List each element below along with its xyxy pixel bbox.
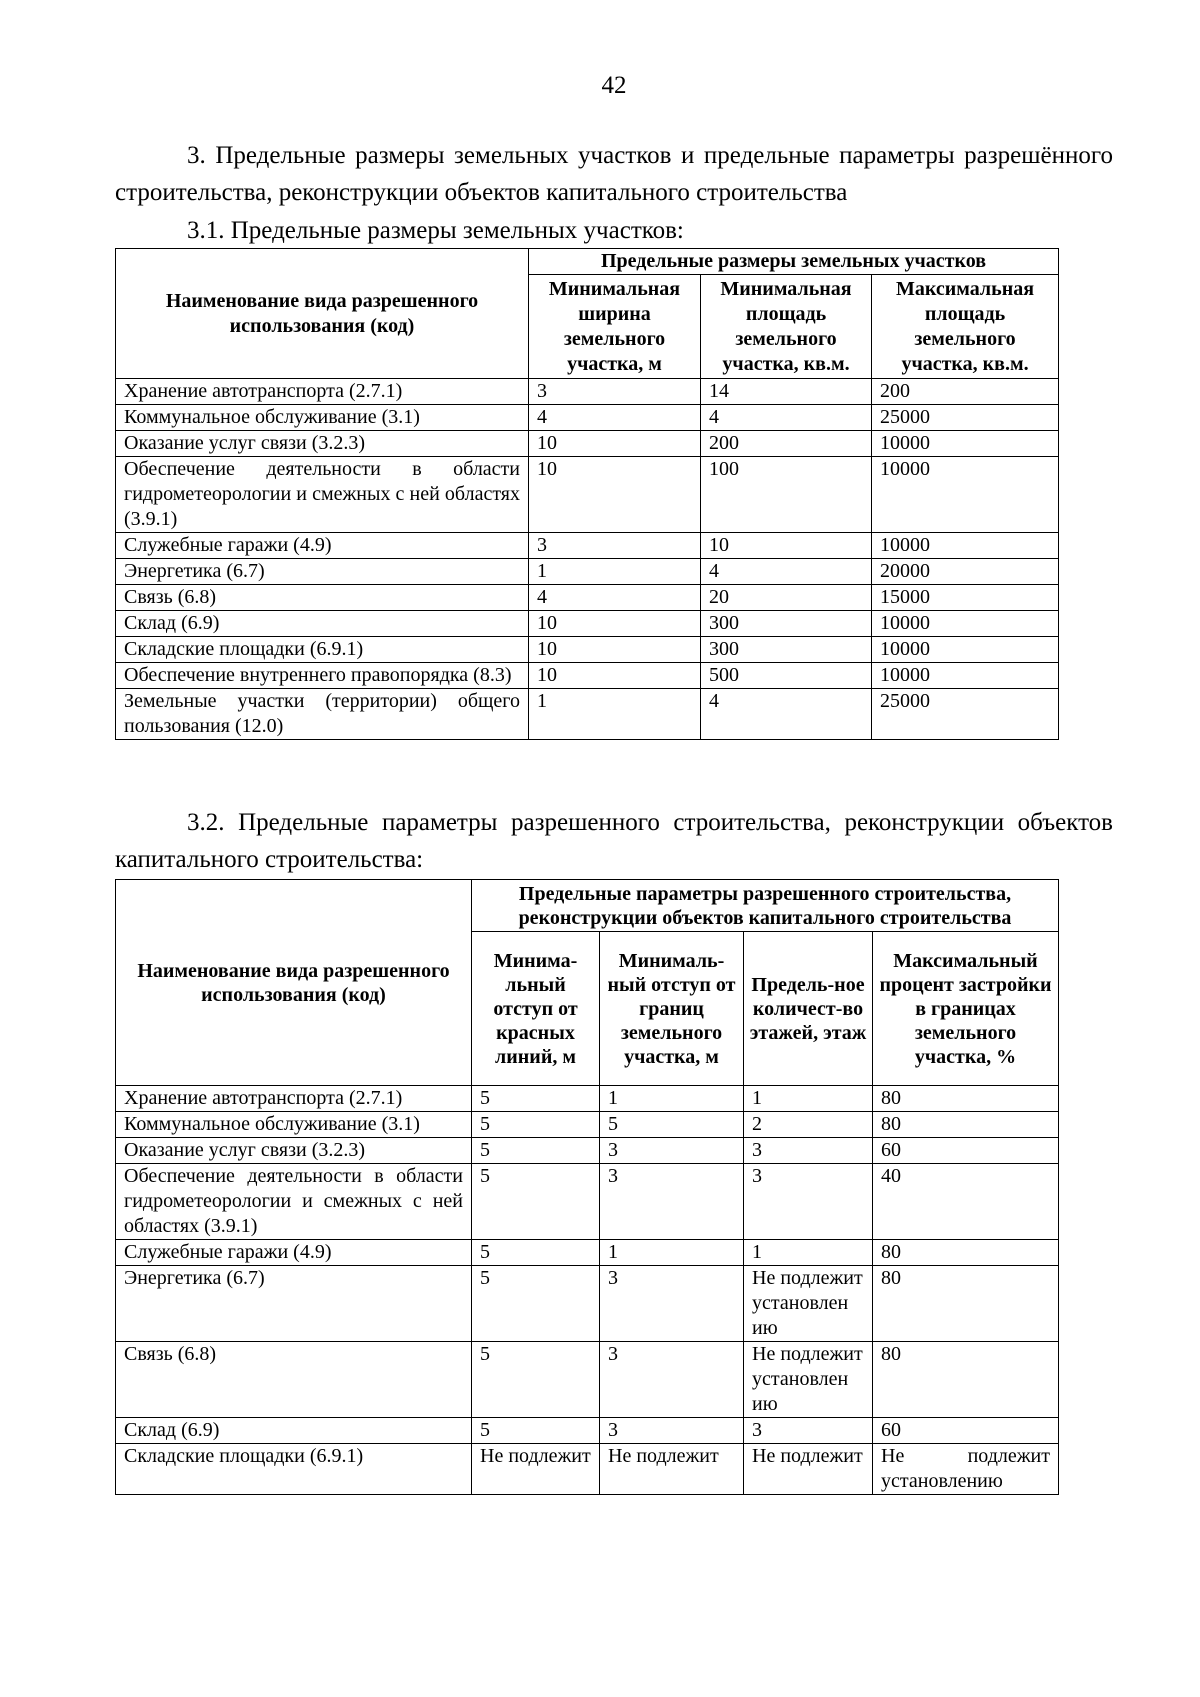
row-name: Складские площадки (6.9.1) [116, 637, 529, 663]
table1-header-min-width: Минимальная ширина земельного участка, м [529, 275, 701, 379]
table2-name-header: Наименование вида разрешенного использования (код) [116, 880, 472, 1086]
page-number: 42 [601, 72, 627, 99]
row-name: Оказание услуг связи (3.2.3) [116, 1138, 472, 1164]
row-value: 10 [529, 457, 701, 533]
row-value: 15000 [872, 585, 1059, 611]
table2-header-red-line-setback: Минима-льный отступ от красных линий, м [472, 932, 600, 1086]
row-value: 10000 [872, 637, 1059, 663]
row-value: 10 [529, 611, 701, 637]
row-value: 4 [701, 689, 872, 740]
table-row [116, 689, 1059, 740]
row-name: Склад (6.9) [116, 611, 529, 637]
row-name: Энергетика (6.7) [116, 559, 529, 585]
row-value: 3 [744, 1418, 873, 1444]
table-row [116, 1266, 1059, 1342]
row-value: 10000 [872, 663, 1059, 689]
section-3-1-heading: 3.1. Предельные размеры земельных участков: [187, 217, 684, 244]
table-row [116, 1240, 1059, 1266]
table1-header-max-area: Максимальная площадь земельного участка, кв.м. [872, 275, 1059, 379]
row-name: Земельные участки (территории) общего пользования (12.0) [116, 689, 529, 740]
row-value: 200 [701, 431, 872, 457]
row-value: 5 [472, 1240, 600, 1266]
row-value: 20 [701, 585, 872, 611]
row-value: 5 [472, 1342, 600, 1418]
row-value: 3 [744, 1138, 873, 1164]
row-name: Связь (6.8) [116, 585, 529, 611]
row-value: 80 [873, 1342, 1059, 1418]
row-name: Коммунальное обслуживание (3.1) [116, 405, 529, 431]
table-row [116, 637, 1059, 663]
row-value: 3 [529, 533, 701, 559]
row-value: 3 [529, 379, 701, 405]
row-name: Служебные гаражи (4.9) [116, 533, 529, 559]
row-value: 4 [701, 405, 872, 431]
row-value: 3 [600, 1164, 744, 1240]
table-row [116, 611, 1059, 637]
row-value: 10000 [872, 431, 1059, 457]
land-plot-size-table [115, 248, 1059, 740]
row-value: 4 [701, 559, 872, 585]
table-row [116, 663, 1059, 689]
row-value: 5 [472, 1164, 600, 1240]
row-name: Связь (6.8) [116, 1342, 472, 1418]
row-value: 3 [600, 1418, 744, 1444]
table2-header-max-coverage: Максимальный процент застройки в границах земельного участка, % [873, 932, 1059, 1086]
row-name: Служебные гаражи (4.9) [116, 1240, 472, 1266]
table-row [116, 457, 1059, 533]
row-value: 300 [701, 637, 872, 663]
table-row [116, 1086, 1059, 1112]
row-value: 80 [873, 1086, 1059, 1112]
table-row [116, 1444, 1059, 1495]
row-value: 5 [472, 1086, 600, 1112]
table-row [116, 1138, 1059, 1164]
row-value: 5 [600, 1112, 744, 1138]
row-value: 4 [529, 405, 701, 431]
table1-header-min-area: Минимальная площадь земельного участка, кв.м. [701, 275, 872, 379]
row-name: Хранение автотранспорта (2.7.1) [116, 379, 529, 405]
row-value: 80 [873, 1240, 1059, 1266]
row-value: 5 [472, 1266, 600, 1342]
row-name: Оказание услуг связи (3.2.3) [116, 431, 529, 457]
row-value: 5 [472, 1138, 600, 1164]
row-value: 10 [529, 431, 701, 457]
table-row [116, 533, 1059, 559]
row-value: 10 [529, 637, 701, 663]
row-value: 1 [744, 1240, 873, 1266]
row-value: 14 [701, 379, 872, 405]
row-name: Склад (6.9) [116, 1418, 472, 1444]
table-row [116, 1342, 1059, 1418]
section-3-2-heading: 3.2. Предельные параметры разрешенного строительства, реконструкции объектов капитального строительства: [115, 809, 1113, 873]
table2-header-boundary-setback: Минималь-ный отступ от границ земельного участка, м [600, 932, 744, 1086]
row-value: 10 [701, 533, 872, 559]
table-row [116, 1164, 1059, 1240]
row-value: 100 [701, 457, 872, 533]
row-value: Не подлежит [472, 1444, 600, 1495]
row-value: 20000 [872, 559, 1059, 585]
row-value: 10000 [872, 611, 1059, 637]
row-value: 25000 [872, 405, 1059, 431]
row-name: Коммунальное обслуживание (3.1) [116, 1112, 472, 1138]
row-value: Не подлежит установлен ию [744, 1266, 873, 1342]
row-name: Обеспечение деятельности в области гидрометеорологии и смежных с ней областях (3.9.1) [116, 1164, 472, 1240]
row-name: Обеспечение внутреннего правопорядка (8.3) [116, 663, 529, 689]
table1-group-header: Предельные размеры земельных участков [529, 249, 1059, 275]
table-row [116, 1112, 1059, 1138]
row-value: 1 [529, 559, 701, 585]
row-value: Не подлежит установлен ию [744, 1342, 873, 1418]
table2-group-header: Предельные параметры разрешенного строительства, реконструкции объектов капитального строительства [472, 880, 1059, 932]
table-row [116, 379, 1059, 405]
table-row [116, 585, 1059, 611]
row-value: 1 [529, 689, 701, 740]
row-value: 5 [472, 1112, 600, 1138]
table-row [116, 405, 1059, 431]
table-row [116, 1418, 1059, 1444]
row-value: 2 [744, 1112, 873, 1138]
row-value: Не подлежит [744, 1444, 873, 1495]
row-value: 3 [600, 1138, 744, 1164]
row-value: 25000 [872, 689, 1059, 740]
row-name: Энергетика (6.7) [116, 1266, 472, 1342]
row-value: 5 [472, 1418, 600, 1444]
row-value: 3 [744, 1164, 873, 1240]
row-value: 60 [873, 1138, 1059, 1164]
table2-header-max-floors: Предель-ное количест-во этажей, этаж [744, 932, 873, 1086]
row-value: 80 [873, 1266, 1059, 1342]
row-value: 300 [701, 611, 872, 637]
row-value: 4 [529, 585, 701, 611]
row-value: 3 [600, 1342, 744, 1418]
row-value: Не подлежит установлению [873, 1444, 1059, 1495]
row-value: 1 [600, 1086, 744, 1112]
row-value: 200 [872, 379, 1059, 405]
table-row [116, 431, 1059, 457]
row-name: Складские площадки (6.9.1) [116, 1444, 472, 1495]
row-value: 80 [873, 1112, 1059, 1138]
row-value: 40 [873, 1164, 1059, 1240]
construction-parameters-table [115, 879, 1059, 1495]
row-value: 1 [600, 1240, 744, 1266]
row-name: Хранение автотранспорта (2.7.1) [116, 1086, 472, 1112]
row-value: 10 [529, 663, 701, 689]
row-value: 60 [873, 1418, 1059, 1444]
row-value: 10000 [872, 533, 1059, 559]
table1-name-header: Наименование вида разрешенного использования (код) [116, 249, 529, 379]
row-value: Не подлежит [600, 1444, 744, 1495]
row-value: 1 [744, 1086, 873, 1112]
section-3-heading: 3. Предельные размеры земельных участков и предельные параметры разрешённого строительства, реконструкции объектов капитального строительства [115, 142, 1113, 206]
table-row [116, 559, 1059, 585]
row-name: Обеспечение деятельности в области гидрометеорологии и смежных с ней областях (3.9.1) [116, 457, 529, 533]
row-value: 3 [600, 1266, 744, 1342]
row-value: 500 [701, 663, 872, 689]
row-value: 10000 [872, 457, 1059, 533]
